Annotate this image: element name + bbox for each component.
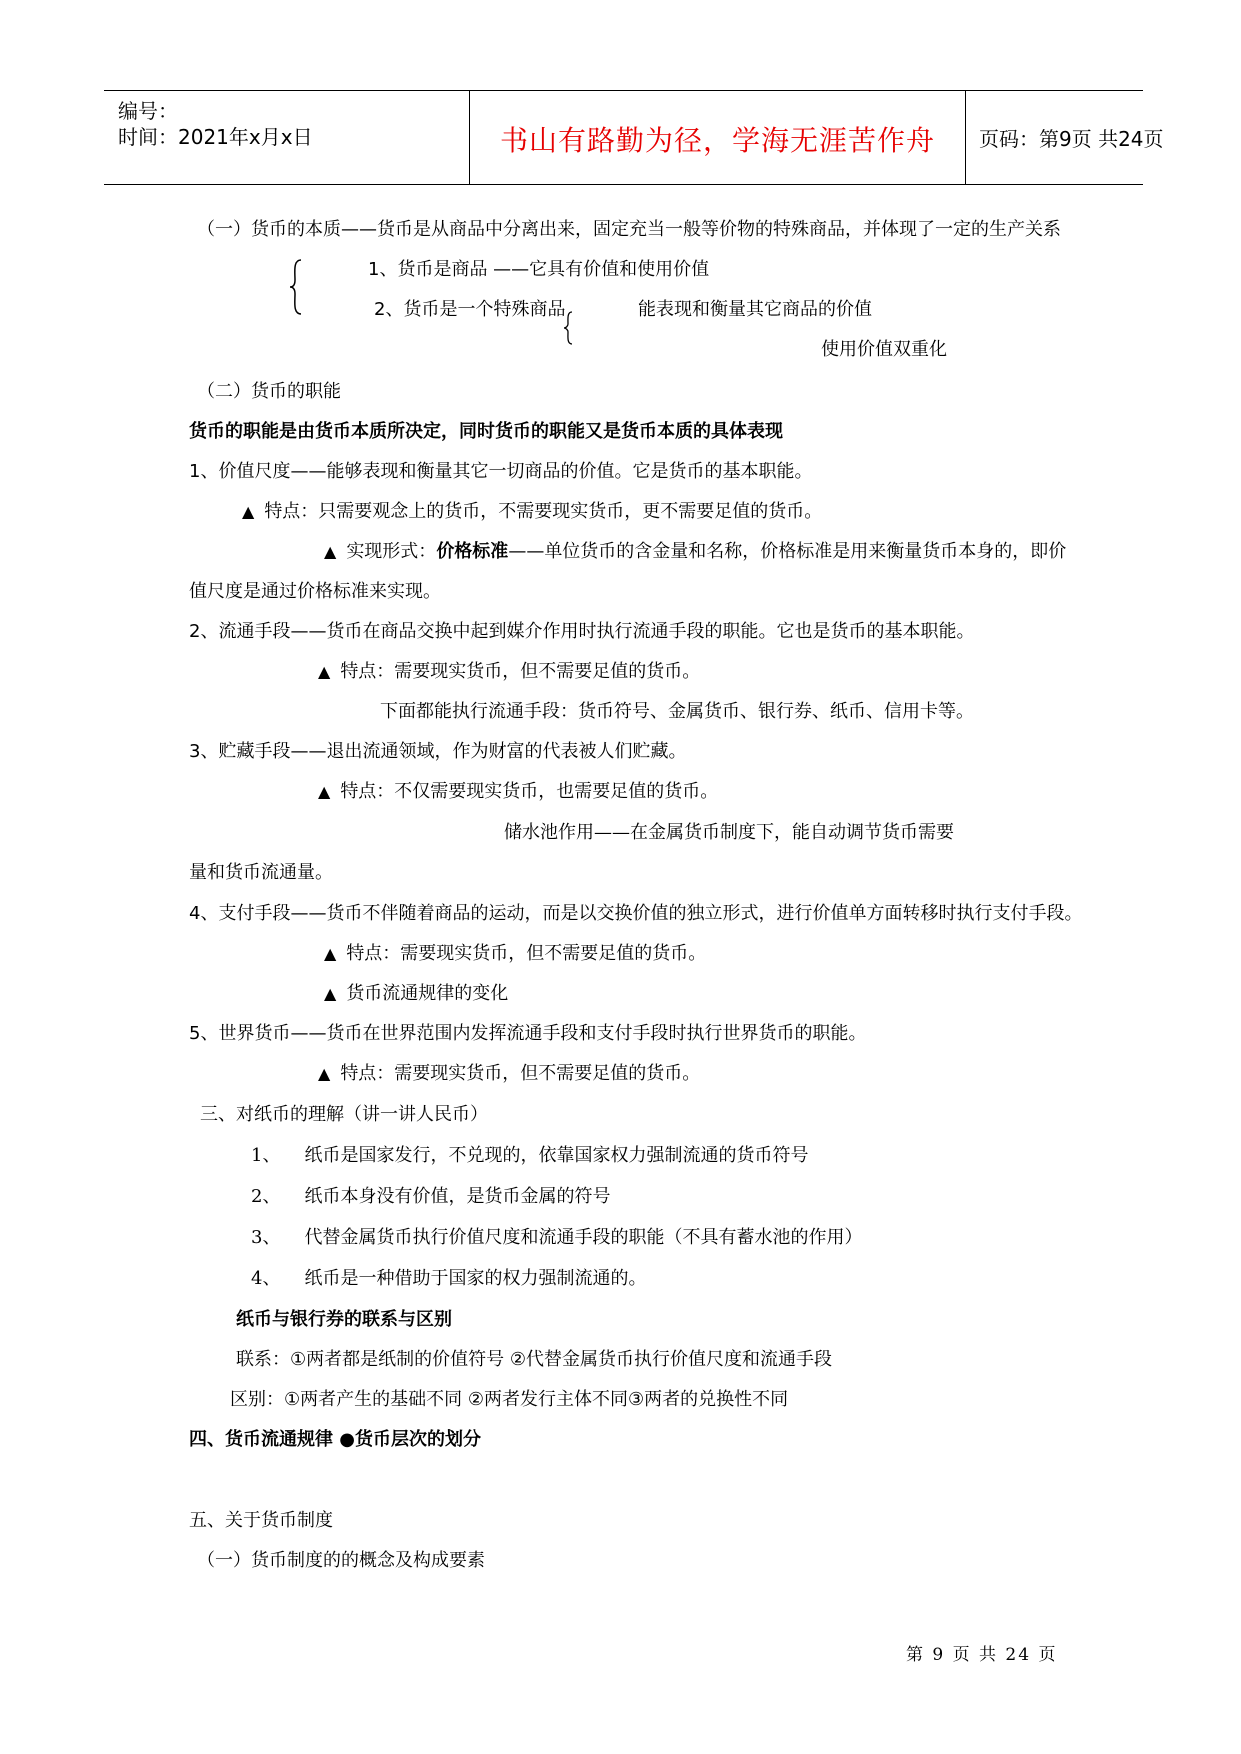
- section-1-point-2: 2、货币是一个特殊商品: [374, 299, 566, 320]
- section-2-summary: 货币的职能是由货币本质所决定，同时货币的职能又是货币本质的具体表现: [189, 421, 783, 442]
- header-page-cell: [965, 91, 1164, 184]
- header-meta: [118, 91, 468, 184]
- function-1-trait-2-cont: 值尺度是通过价格标准来实现。: [189, 581, 441, 602]
- function-3-note: 储水池作用——在金属货币制度下，能自动调节货币需要: [504, 822, 954, 843]
- page-header: [104, 90, 1164, 185]
- motto: 书山有路勤为径，学海无涯苦作舟: [499, 124, 935, 157]
- function-1: 1、价值尺度——能够表现和衡量其它一切商品的价值。它是货币的基本职能。: [189, 461, 813, 482]
- page-code: 页码：第9页 共24页: [979, 127, 1164, 151]
- number-label: 编号：: [118, 99, 178, 123]
- triangle-icon: ▲: [318, 662, 331, 681]
- page-footer: 第 9 页 共 24 页: [906, 1645, 1058, 1665]
- section-5-subtitle: （一）货币制度的的概念及构成要素: [197, 1550, 485, 1571]
- function-2-trait-1: ▲ 特点：需要现实货币，但不需要足值的货币。: [318, 661, 701, 682]
- function-3-trait-1: ▲ 特点：不仅需要现实货币，也需要足值的货币。: [318, 781, 719, 802]
- section-1-point-1: 1、货币是商品 ——它具有价值和使用价值: [368, 259, 710, 280]
- section-1-point-2b: 使用价值双重化: [821, 339, 947, 360]
- function-5: 5、世界货币——货币在世界范围内发挥流通手段和支付手段时执行世界货币的职能。: [189, 1023, 867, 1044]
- triangle-icon: ▲: [324, 542, 337, 561]
- function-3: 3、贮藏手段——退出流通领域，作为财富的代表被人们贮藏。: [189, 741, 687, 762]
- function-1-trait-1: ▲ 特点：只需要观念上的货币，不需要现实货币，更不需要足值的货币。: [242, 501, 823, 522]
- function-4-trait-2: ▲ 货币流通规律的变化: [324, 983, 509, 1004]
- section-1-title: （一）货币的本质——货币是从商品中分离出来，固定充当一般等价物的特殊商品，并体现了一定的生产关系: [197, 219, 1061, 240]
- small-brace-icon: [562, 310, 574, 346]
- paper-money-item: 3、 代替金属货币执行价值尺度和流通手段的职能（不具有蓄水池的作用）: [251, 1227, 863, 1248]
- triangle-icon: ▲: [242, 502, 255, 521]
- section-3-comparison-title: 纸币与银行券的联系与区别: [236, 1309, 452, 1330]
- time-label: 时间：2021年x月x日: [118, 125, 313, 149]
- function-2-note: 下面都能执行流通手段：货币符号、金属货币、银行券、纸币、信用卡等。: [380, 701, 974, 722]
- section-4-title: 四、货币流通规律 ●货币层次的划分: [189, 1429, 481, 1450]
- function-1-trait-2: ▲ 实现形式：价格标准——单位货币的含金量和名称，价格标准是用来衡量货币本身的，即价: [324, 541, 1067, 562]
- function-2: 2、流通手段——货币在商品交换中起到媒介作用时执行流通手段的职能。它也是货币的基本职能。: [189, 621, 975, 642]
- section-3-differences: 区别：①两者产生的基础不同 ②两者发行主体不同③两者的兑换性不同: [230, 1389, 789, 1410]
- triangle-icon: ▲: [318, 782, 331, 801]
- paper-money-item: 1、 纸币是国家发行，不兑现的，依靠国家权力强制流通的货币符号: [251, 1145, 809, 1166]
- function-4-trait-1: ▲ 特点：需要现实货币，但不需要足值的货币。: [324, 943, 707, 964]
- function-4: 4、支付手段——货币不伴随着商品的运动，而是以交换价值的独立形式，进行价值单方面转移时执行支付手段。: [189, 903, 1083, 924]
- left-brace-icon: [288, 258, 304, 316]
- section-5-title: 五、关于货币制度: [189, 1510, 333, 1531]
- header-motto-cell: [469, 91, 966, 184]
- price-standard-term: 价格标准: [436, 541, 509, 562]
- section-1-point-2a: 能表现和衡量其它商品的价值: [638, 299, 872, 320]
- function-5-trait-1: ▲ 特点：需要现实货币，但不需要足值的货币。: [318, 1063, 701, 1084]
- paper-money-item: 4、 纸币是一种借助于国家的权力强制流通的。: [251, 1268, 647, 1289]
- triangle-icon: ▲: [318, 1064, 331, 1083]
- section-2-title: （二）货币的职能: [197, 381, 341, 402]
- paper-money-item: 2、 纸币本身没有价值，是货币金属的符号: [251, 1186, 611, 1207]
- triangle-icon: ▲: [324, 984, 337, 1003]
- section-3-title: 三、对纸币的理解（讲一讲人民币）: [200, 1104, 488, 1125]
- section-3-links: 联系：①两者都是纸制的价值符号 ②代替金属货币执行价值尺度和流通手段: [236, 1349, 832, 1370]
- triangle-icon: ▲: [324, 944, 337, 963]
- function-3-note-cont: 量和货币流通量。: [189, 862, 333, 883]
